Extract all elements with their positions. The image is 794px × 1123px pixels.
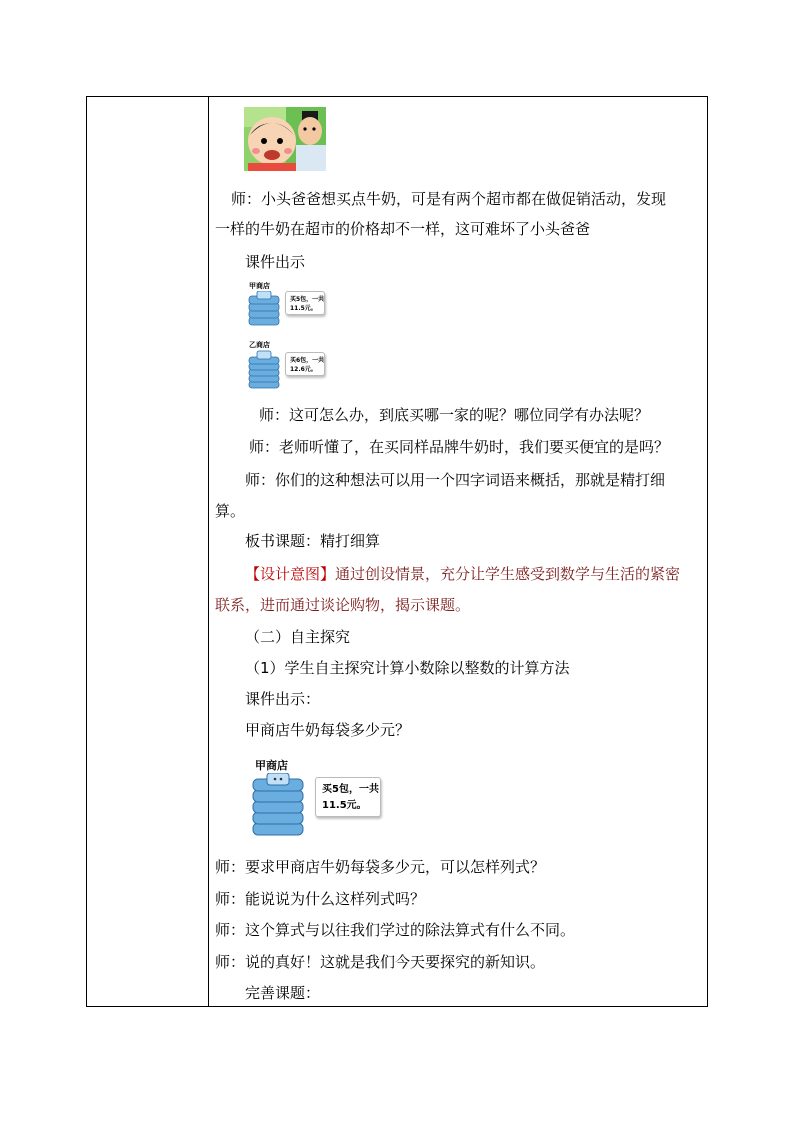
text-line: 课件出示： xyxy=(245,690,321,708)
design-intent-line xyxy=(245,564,680,584)
text-line: 师：要求甲商店牛奶每袋多少元，可以怎样列式？ xyxy=(215,858,546,876)
price-bubble xyxy=(315,777,381,817)
shop-a-image-small xyxy=(243,281,335,329)
price-bubble xyxy=(285,352,325,376)
shop-b-image-small xyxy=(243,340,339,390)
text-line: 甲商店牛奶每袋多少元？ xyxy=(245,721,411,739)
text-line: 师：能说说为什么这样列式吗？ xyxy=(215,890,426,908)
price-bubble-line2: 11.5元。 xyxy=(290,305,317,312)
shop-name: 甲商店 xyxy=(249,282,270,290)
lesson-content-cell xyxy=(209,97,707,1006)
text-line: 师：你们的这种想法可以用一个四字词语来概括，那就是精打细 xyxy=(245,471,666,489)
price-bubble-line1: 买5包，一共 xyxy=(290,296,325,303)
text-line: 师：这个算式与以往我们学过的除法算式有什么不同。 xyxy=(215,921,576,939)
text-line: 师：小头爸爸想买点牛奶，可是有两个超市都在做促销活动，发现 xyxy=(231,190,667,208)
cartoon-father-son-image xyxy=(244,107,326,171)
price-bubble-line2: 11.5元。 xyxy=(322,800,367,811)
text-line: 板书课题：精打细算 xyxy=(245,532,381,550)
subsection-heading: （1）学生自主探究计算小数除以整数的计算方法 xyxy=(245,659,570,677)
shop-name: 乙商店 xyxy=(249,341,270,349)
text-line: 完善课题： xyxy=(245,984,321,1002)
design-intent-tag: 【设计意图】 xyxy=(245,565,336,583)
text-line: 课件出示 xyxy=(245,253,306,271)
text-line: 一样的牛奶在超市的价格却不一样，这可难坏了小头爸爸 xyxy=(215,220,591,238)
text-line: 算。 xyxy=(215,502,246,520)
price-bubble-line1: 买5包，一共 xyxy=(322,784,379,795)
lesson-table xyxy=(86,96,708,1007)
shop-name: 甲商店 xyxy=(255,759,288,772)
design-intent-text-cont: 联系，进而通过谈论购物，揭示课题。 xyxy=(215,596,471,614)
price-bubble-line1: 买6包，一共 xyxy=(290,357,325,364)
price-bubble-line2: 12.6元。 xyxy=(290,366,317,373)
shop-a-image-large xyxy=(249,757,389,837)
design-intent-text: 通过创设情景，充分让学生感受到数学与生活的紧密 xyxy=(335,565,681,583)
price-bubble xyxy=(285,291,325,315)
text-line: 师：这可怎么办，到底买哪一家的呢？哪位同学有办法呢？ xyxy=(259,406,650,424)
section-heading: （二）自主探究 xyxy=(245,628,351,646)
text-line: 师：说的真好！这就是我们今天要探究的新知识。 xyxy=(215,953,546,971)
text-line: 师：老师听懂了，在买同样品牌牛奶时，我们要买便宜的是吗？ xyxy=(249,438,670,456)
